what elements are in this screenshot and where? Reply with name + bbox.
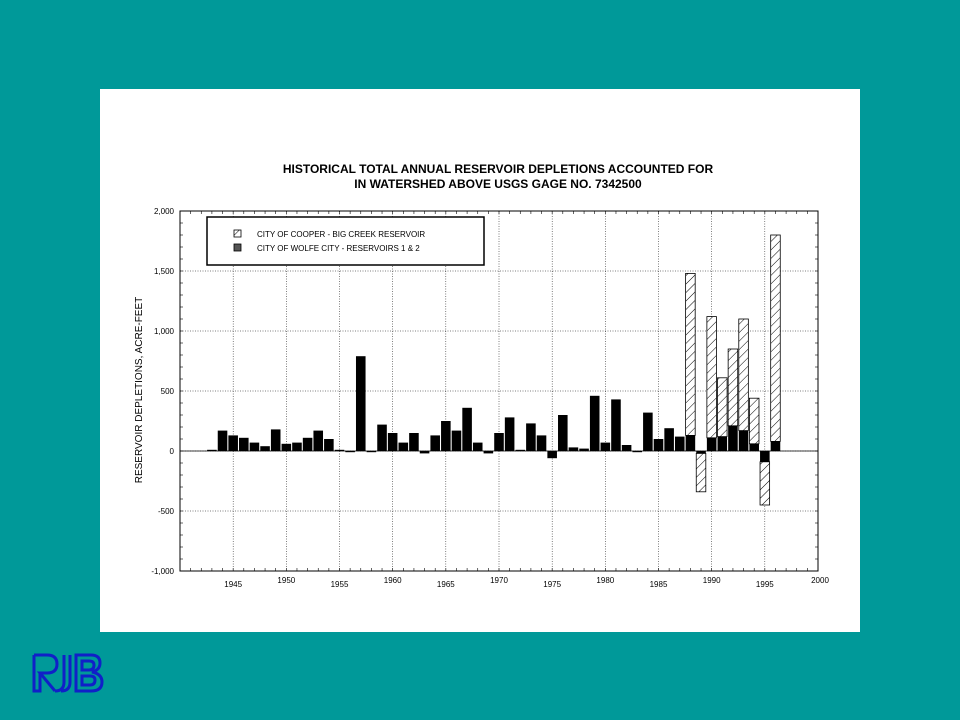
chart-subtitle: IN WATERSHED ABOVE USGS GAGE NO. 7342500 [354,177,642,191]
bar-wolfe [282,444,292,451]
bar-wolfe [441,421,451,451]
x-tick-label: 1995 [755,580,774,589]
bar-wolfe [547,451,557,458]
bar-wolfe [675,437,685,451]
bar-wolfe [760,451,770,462]
bar-wolfe [707,438,717,451]
bar-cooper [718,378,728,437]
y-tick-label: -1,000 [151,567,174,576]
bar-wolfe [345,451,355,452]
chart [100,89,860,632]
bar-cooper [696,453,706,491]
y-axis-label: RESERVOIR DEPLETIONS, ACRE-FEET [134,296,145,484]
bar-wolfe [324,439,334,451]
bar-wolfe [515,450,525,451]
rjb-logo-icon [31,652,105,694]
x-tick-label: 2000 [811,576,829,585]
x-tick-label: 1945 [224,580,243,589]
bar-wolfe [686,435,696,451]
bar-wolfe [505,417,515,451]
bar-wolfe [356,356,366,451]
bar-wolfe [228,435,238,451]
bar-cooper [739,319,749,431]
bar-wolfe [292,443,302,451]
bar-wolfe [207,450,217,451]
bar-wolfe [377,425,387,451]
bar-wolfe [664,428,674,451]
bar-wolfe [271,429,281,451]
y-tick-label: 0 [169,447,174,456]
legend-box [207,217,484,265]
bar-wolfe [335,450,345,451]
y-tick-label: 1,500 [153,267,174,276]
bar-wolfe [313,431,323,451]
bar-wolfe [526,423,536,451]
bar-wolfe [239,438,249,451]
bar-wolfe [537,435,547,451]
bar-wolfe [494,433,504,451]
bar-wolfe [452,431,462,451]
x-tick-label: 1965 [436,580,455,589]
bar-wolfe [420,451,430,453]
bar-wolfe [367,451,377,452]
x-tick-label: 1990 [702,576,721,585]
y-tick-label: 500 [160,387,174,396]
bar-wolfe [632,451,642,452]
x-tick-label: 1985 [649,580,668,589]
bar-wolfe [771,441,781,451]
bar-wolfe [250,443,260,451]
legend-swatch-wolfe [234,244,241,251]
bar-wolfe [218,431,228,451]
bar-cooper [728,349,738,426]
chart-panel [100,89,860,632]
bar-wolfe [462,408,472,451]
bar-wolfe [473,443,483,451]
bar-wolfe [484,451,494,453]
bar-wolfe [749,444,759,451]
x-tick-label: 1980 [596,576,615,585]
bar-cooper [760,462,770,505]
bar-wolfe [622,445,632,451]
bar-wolfe [611,399,621,451]
legend-label-wolfe: CITY OF WOLFE CITY - RESERVOIRS 1 & 2 [257,244,420,253]
bar-wolfe [558,415,568,451]
x-tick-label: 1960 [383,576,402,585]
legend-label-cooper: CITY OF COOPER - BIG CREEK RESERVOIR [257,230,426,239]
bars [207,235,780,505]
y-tick-label: -500 [157,507,174,516]
bar-wolfe [409,433,419,451]
bar-wolfe [260,446,270,451]
y-tick-label: 1,000 [153,327,174,336]
x-tick-label: 1975 [543,580,562,589]
bar-cooper [771,235,781,441]
bar-wolfe [430,435,440,451]
bar-wolfe [388,433,398,451]
bar-wolfe [590,396,600,451]
bar-wolfe [579,449,589,451]
bar-cooper [749,398,759,444]
x-tick-label: 1950 [277,576,296,585]
bar-wolfe [718,437,728,451]
bar-wolfe [654,439,664,451]
bar-wolfe [739,431,749,451]
bar-cooper [686,273,696,435]
x-tick-label: 1970 [490,576,508,585]
x-tick-label: 1955 [330,580,349,589]
bar-wolfe [696,451,706,453]
y-tick-label: 2,000 [153,207,174,216]
bar-wolfe [303,438,313,451]
bar-wolfe [399,443,409,451]
chart-title: HISTORICAL TOTAL ANNUAL RESERVOIR DEPLETIONS ACCOUNTED FOR [282,162,714,176]
legend [207,217,484,265]
bar-wolfe [643,413,653,451]
legend-swatch-cooper [234,230,241,237]
bar-wolfe [601,443,611,451]
bar-cooper [707,317,717,438]
bar-wolfe [728,426,738,451]
bar-wolfe [569,447,579,451]
